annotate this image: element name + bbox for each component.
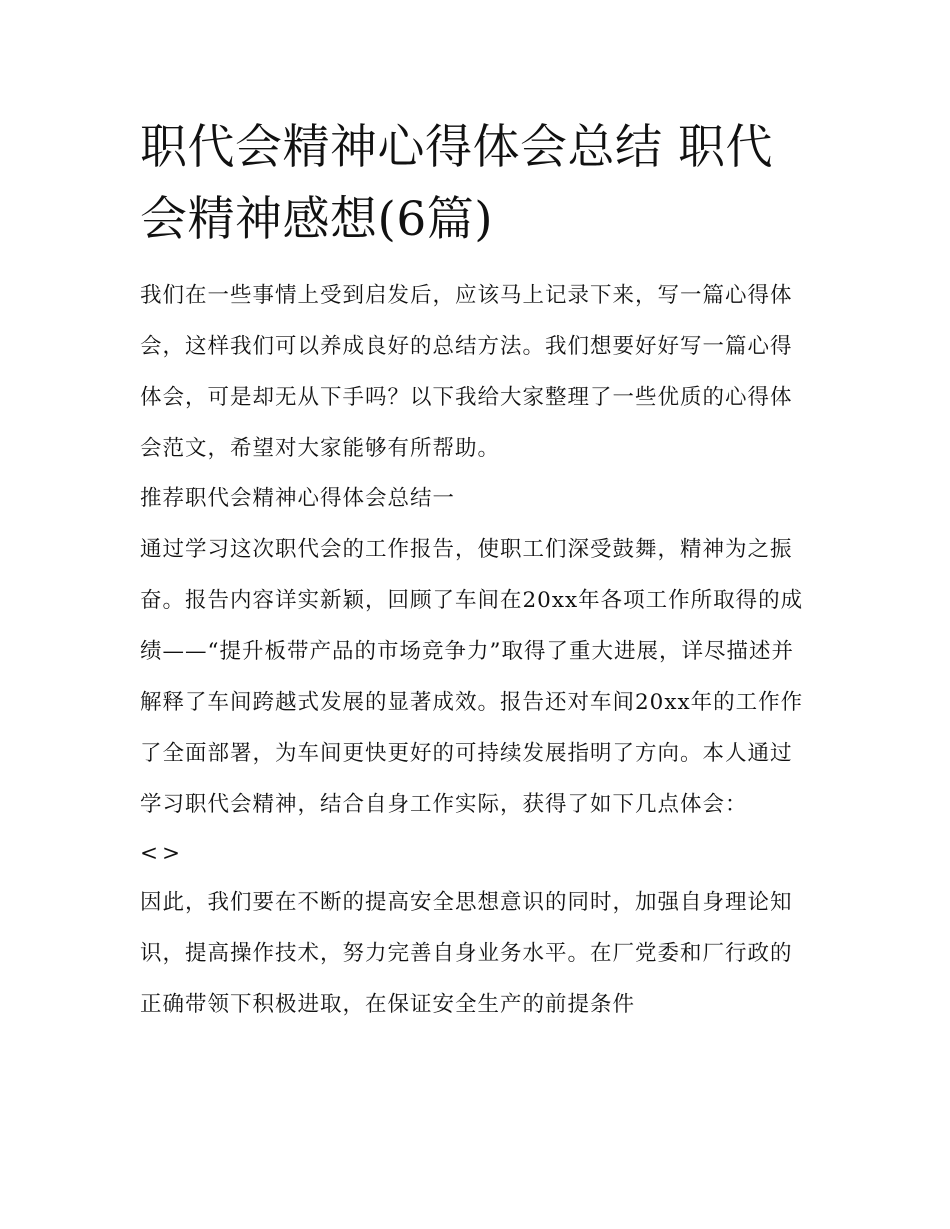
- document-content: [140, 112, 812, 1030]
- placeholder-text: <>: [140, 841, 185, 866]
- body-paragraph-continued: 因此，我们要在不断的提高安全思想意识的同时，加强自身理论知识，提高操作技术，努力完善自身业务水平。在厂党委和厂行政的正确带领下积极进取，在保证安全生产的前提条件: [140, 890, 793, 1017]
- document-title: 职代会精神心得体会总结 职代会精神感想(6篇): [140, 120, 773, 247]
- section-heading: 推荐职代会精神心得体会总结一: [140, 486, 456, 511]
- body-paragraph: 通过学习这次职代会的工作报告，使职工们深受鼓舞，精神为之振奋。报告内容详实新颖，回顾了车间在20xx年各项工作所取得的成绩——“提升板带产品的市场竞争力”取得了重大进展，详尽描述并解释了车间跨越式发展的显著成效。报告还对车间20xx年的工作作了全面部署，为车间更快更好的可持续发展指明了方向。本人通过学习职代会精神，结合自身工作实际，获得了如下几点体会：: [140, 537, 804, 817]
- intro-paragraph: 我们在一些事情上受到启发后，应该马上记录下来，写一篇心得体会，这样我们可以养成良好的总结方法。我们想要好好写一篇心得体会，可是却无从下手吗？以下我给大家整理了一些优质的心得体会范文，希望对大家能够有所帮助。: [140, 283, 793, 461]
- document-body: [140, 270, 812, 1030]
